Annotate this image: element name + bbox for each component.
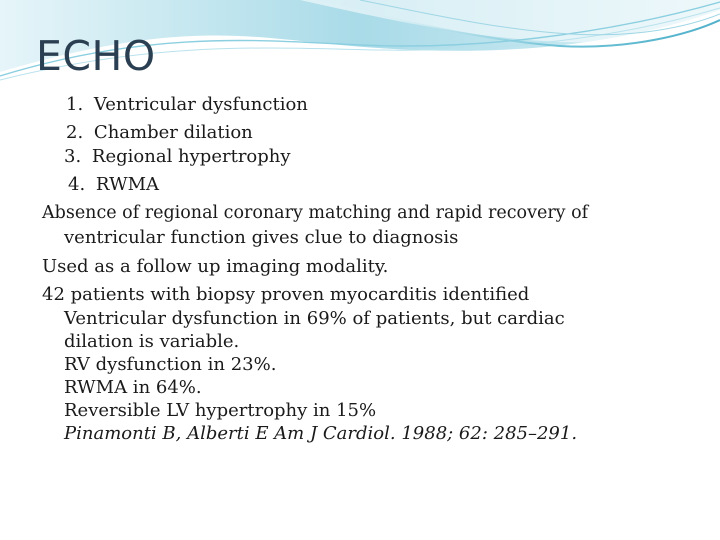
- paragraph-line: Used as a follow up imaging modality.: [42, 256, 389, 277]
- study-finding: RWMA in 64%.: [64, 377, 202, 398]
- list-item-number: 1.: [66, 94, 84, 115]
- slide-title: ECHO: [36, 32, 156, 80]
- paragraph-line: ventricular function gives clue to diagnosis: [64, 227, 459, 248]
- list-item-text: Regional hypertrophy: [91, 146, 291, 167]
- list-item-text: RWMA: [95, 174, 160, 195]
- list-item-text: Ventricular dysfunction: [93, 94, 308, 115]
- list-item: [66, 93, 308, 116]
- study-intro: 42 patients with biopsy proven myocarditis identified: [42, 284, 530, 305]
- study-finding: dilation is variable.: [64, 331, 240, 352]
- list-item-text: Chamber dilation: [93, 122, 253, 143]
- list-item-number: 3.: [64, 146, 82, 167]
- list-item: [68, 173, 159, 196]
- list-item-number: 2.: [66, 122, 84, 143]
- list-item: [64, 145, 291, 168]
- list-item-number: 4.: [68, 174, 86, 195]
- list-item: [66, 121, 253, 144]
- citation: Pinamonti B, Alberti E Am J Cardiol. 1988; 62: 285–291.: [64, 423, 578, 444]
- study-finding: RV dysfunction in 23%.: [64, 354, 277, 375]
- study-finding: Ventricular dysfunction in 69% of patients, but cardiac: [64, 308, 565, 329]
- study-finding: Reversible LV hypertrophy in 15%: [64, 400, 377, 421]
- paragraph-line: Absence of regional coronary matching and rapid recovery of: [42, 203, 589, 223]
